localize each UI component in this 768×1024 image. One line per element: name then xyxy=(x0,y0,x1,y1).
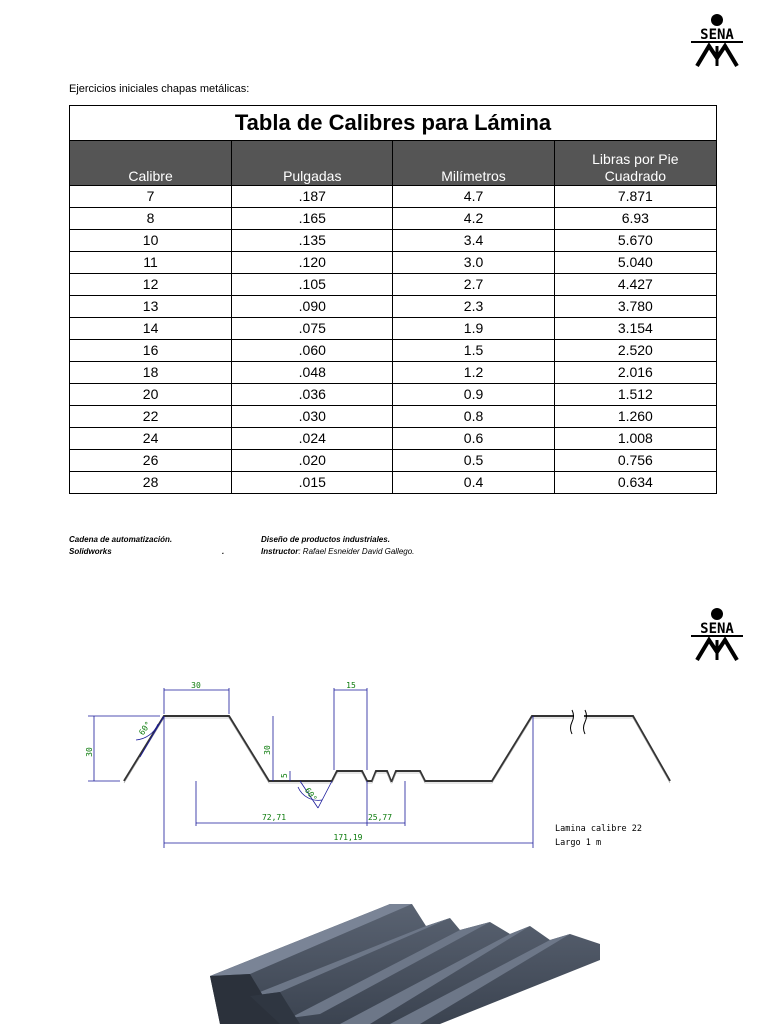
instructor-label: Instructor xyxy=(261,547,299,556)
cell-milimetros: 1.2 xyxy=(393,362,554,384)
cell-calibre: 22 xyxy=(70,406,232,428)
dim-171: 171,19 xyxy=(333,833,363,842)
table-row xyxy=(70,274,717,296)
table-row xyxy=(70,384,717,406)
note-caliber: Lamina calibre 22 xyxy=(555,824,642,834)
cell-libras: 3.154 xyxy=(554,318,716,340)
cell-pulgadas: .020 xyxy=(232,450,393,472)
cell-milimetros: 4.7 xyxy=(393,186,554,208)
table-row xyxy=(70,406,717,428)
table-title: Tabla de Calibres para Lámina xyxy=(70,106,717,141)
dim-inner-height: 30 xyxy=(263,745,272,755)
cell-pulgadas: .090 xyxy=(232,296,393,318)
logo-text-2: SENA xyxy=(700,621,734,637)
cell-libras: 2.016 xyxy=(554,362,716,384)
dim-25: 25,77 xyxy=(367,813,393,822)
cell-milimetros: 2.7 xyxy=(393,274,554,296)
cell-calibre: 20 xyxy=(70,384,232,406)
break-mark xyxy=(571,710,587,734)
cell-libras: 2.520 xyxy=(554,340,716,362)
cell-libras: 1.260 xyxy=(554,406,716,428)
cell-milimetros: 3.4 xyxy=(393,230,554,252)
table-row xyxy=(70,208,717,230)
footer-left xyxy=(69,534,172,558)
cell-calibre: 26 xyxy=(70,450,232,472)
note-length: Largo 1 m xyxy=(555,838,602,848)
cell-pulgadas: .075 xyxy=(232,318,393,340)
header-pulgadas: Pulgadas xyxy=(232,141,393,186)
cell-milimetros: 0.9 xyxy=(393,384,554,406)
footer-right xyxy=(261,534,414,558)
cell-calibre: 18 xyxy=(70,362,232,384)
cell-libras: 0.634 xyxy=(554,472,716,494)
dim-72: 72,71 xyxy=(261,813,287,822)
table-row xyxy=(70,362,717,384)
footer-dot: . xyxy=(222,547,225,556)
cell-milimetros: 1.5 xyxy=(393,340,554,362)
footer-software: Solidworks xyxy=(69,547,112,556)
corrugated-sheet-icon xyxy=(190,900,610,1024)
footer-program: Diseño de productos industriales. xyxy=(261,535,390,544)
cell-libras: 7.871 xyxy=(554,186,716,208)
table-row xyxy=(70,340,717,362)
cell-pulgadas: .120 xyxy=(232,252,393,274)
cell-pulgadas: .015 xyxy=(232,472,393,494)
cell-calibre: 12 xyxy=(70,274,232,296)
cell-libras: 0.756 xyxy=(554,450,716,472)
cell-calibre: 10 xyxy=(70,230,232,252)
cell-libras: 3.780 xyxy=(554,296,716,318)
cell-pulgadas: .048 xyxy=(232,362,393,384)
cell-pulgadas: .030 xyxy=(232,406,393,428)
table-row xyxy=(70,472,717,494)
cell-calibre: 13 xyxy=(70,296,232,318)
sheet-profile xyxy=(124,716,670,781)
cell-calibre: 14 xyxy=(70,318,232,340)
instructor-name: : Rafael Esneider David Gallego. xyxy=(298,547,415,556)
cell-libras: 6.93 xyxy=(554,208,716,230)
cell-milimetros: 3.0 xyxy=(393,252,554,274)
cell-libras: 1.008 xyxy=(554,428,716,450)
cell-calibre: 7 xyxy=(70,186,232,208)
cell-milimetros: 0.5 xyxy=(393,450,554,472)
table-row xyxy=(70,230,717,252)
dim-small-height: 5 xyxy=(280,773,289,778)
footer-course: Cadena de automatización. xyxy=(69,535,173,544)
footer-instructor xyxy=(261,546,414,558)
gauge-table xyxy=(69,105,717,494)
header-libras: Libras por Pie Cuadrado xyxy=(554,141,716,186)
cell-milimetros: 4.2 xyxy=(393,208,554,230)
cell-milimetros: 0.4 xyxy=(393,472,554,494)
cell-calibre: 24 xyxy=(70,428,232,450)
cell-pulgadas: .024 xyxy=(232,428,393,450)
cell-pulgadas: .036 xyxy=(232,384,393,406)
cell-libras: 1.512 xyxy=(554,384,716,406)
dim-angle-bottom: 60° xyxy=(302,786,319,804)
cell-pulgadas: .060 xyxy=(232,340,393,362)
cell-milimetros: 0.8 xyxy=(393,406,554,428)
dim-angle-top: 60° xyxy=(137,719,153,737)
cell-pulgadas: .105 xyxy=(232,274,393,296)
cell-libras: 5.670 xyxy=(554,230,716,252)
cell-pulgadas: .187 xyxy=(232,186,393,208)
cell-pulgadas: .165 xyxy=(232,208,393,230)
cell-milimetros: 1.9 xyxy=(393,318,554,340)
table-row xyxy=(70,186,717,208)
intro-text: Ejercicios iniciales chapas metálicas: xyxy=(69,83,250,95)
table-row xyxy=(70,252,717,274)
header-milimetros: Milímetros xyxy=(393,141,554,186)
cell-libras: 4.427 xyxy=(554,274,716,296)
table-row xyxy=(70,450,717,472)
profile-drawing xyxy=(0,670,768,860)
logo-text: SENA xyxy=(700,27,734,43)
cell-calibre: 8 xyxy=(70,208,232,230)
sena-logo-icon xyxy=(687,12,747,72)
dim-groove-width: 15 xyxy=(346,681,356,690)
table-row xyxy=(70,428,717,450)
cell-calibre: 28 xyxy=(70,472,232,494)
dim-left-height: 30 xyxy=(85,747,94,757)
cell-pulgadas: .135 xyxy=(232,230,393,252)
cell-calibre: 16 xyxy=(70,340,232,362)
header-calibre: Calibre xyxy=(70,141,232,186)
cell-milimetros: 2.3 xyxy=(393,296,554,318)
table-row xyxy=(70,318,717,340)
sena-logo-icon-2 xyxy=(687,606,747,666)
cell-libras: 5.040 xyxy=(554,252,716,274)
dim-top-width: 30 xyxy=(191,681,201,690)
cell-calibre: 11 xyxy=(70,252,232,274)
table-row xyxy=(70,296,717,318)
cell-milimetros: 0.6 xyxy=(393,428,554,450)
